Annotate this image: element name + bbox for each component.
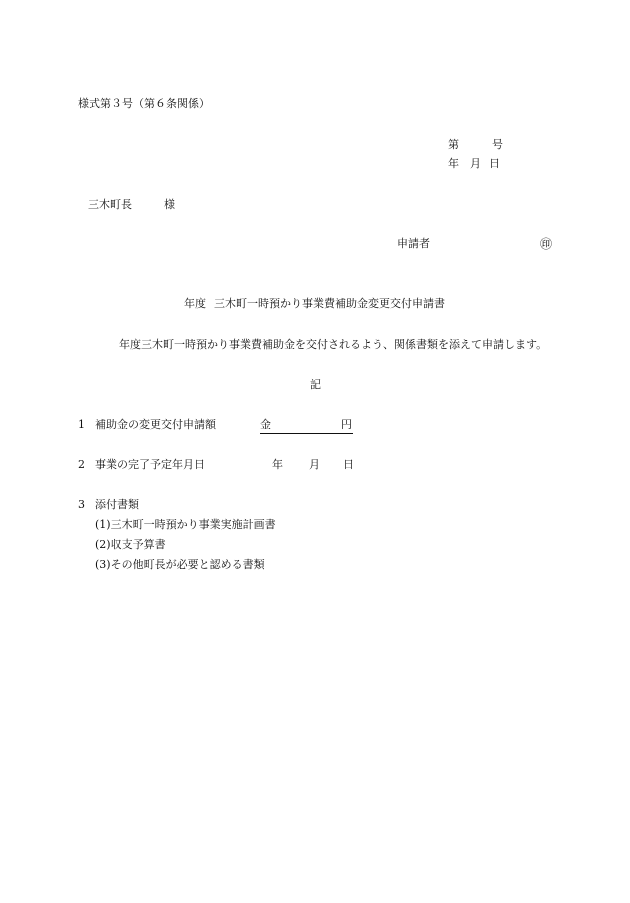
body-text: 年度三木町一時預かり事業費補助金を交付されるよう、関係書類を添えて申請します。 — [119, 338, 548, 351]
item2-number: 2 — [78, 458, 85, 471]
attachment-item: (3)その他町長が必要と認める書類 — [95, 558, 265, 571]
item1-number: 1 — [78, 418, 85, 431]
amount-underline — [260, 418, 353, 434]
ki-marker: 記 — [310, 378, 321, 391]
number-dai: 第 — [448, 138, 459, 151]
addressee-name: 三木町長 — [88, 198, 132, 211]
number-go: 号 — [492, 138, 503, 151]
item1-label: 補助金の変更交付申請額 — [95, 418, 216, 431]
item3-number: 3 — [78, 498, 85, 511]
title-text: 三木町一時預かり事業費補助金変更交付申請書 — [214, 297, 445, 310]
date-year: 年 — [448, 157, 459, 170]
item1-amount — [260, 418, 353, 434]
seal-mark: ㊞ — [540, 237, 553, 251]
date-month: 月 — [470, 157, 481, 170]
form-label: 様式第３号（第６条関係） — [78, 97, 210, 110]
title-nendo: 年度 — [184, 297, 206, 310]
item2-year: 年 — [272, 458, 283, 471]
attachment-item: (2)収支予算書 — [95, 538, 166, 551]
item2-day: 日 — [343, 458, 354, 471]
number-line — [448, 138, 459, 152]
item3-label: 添付書類 — [95, 498, 139, 511]
item2-month: 月 — [309, 458, 320, 471]
item1-kin: 金 — [260, 418, 271, 431]
addressee-sama: 様 — [164, 198, 175, 211]
attachment-item: (1)三木町一時預かり事業実施計画書 — [95, 518, 276, 531]
date-day: 日 — [489, 157, 500, 170]
item1-en: 円 — [341, 418, 352, 431]
applicant-label: 申請者 — [397, 237, 430, 250]
item2-label: 事業の完了予定年月日 — [95, 458, 205, 471]
